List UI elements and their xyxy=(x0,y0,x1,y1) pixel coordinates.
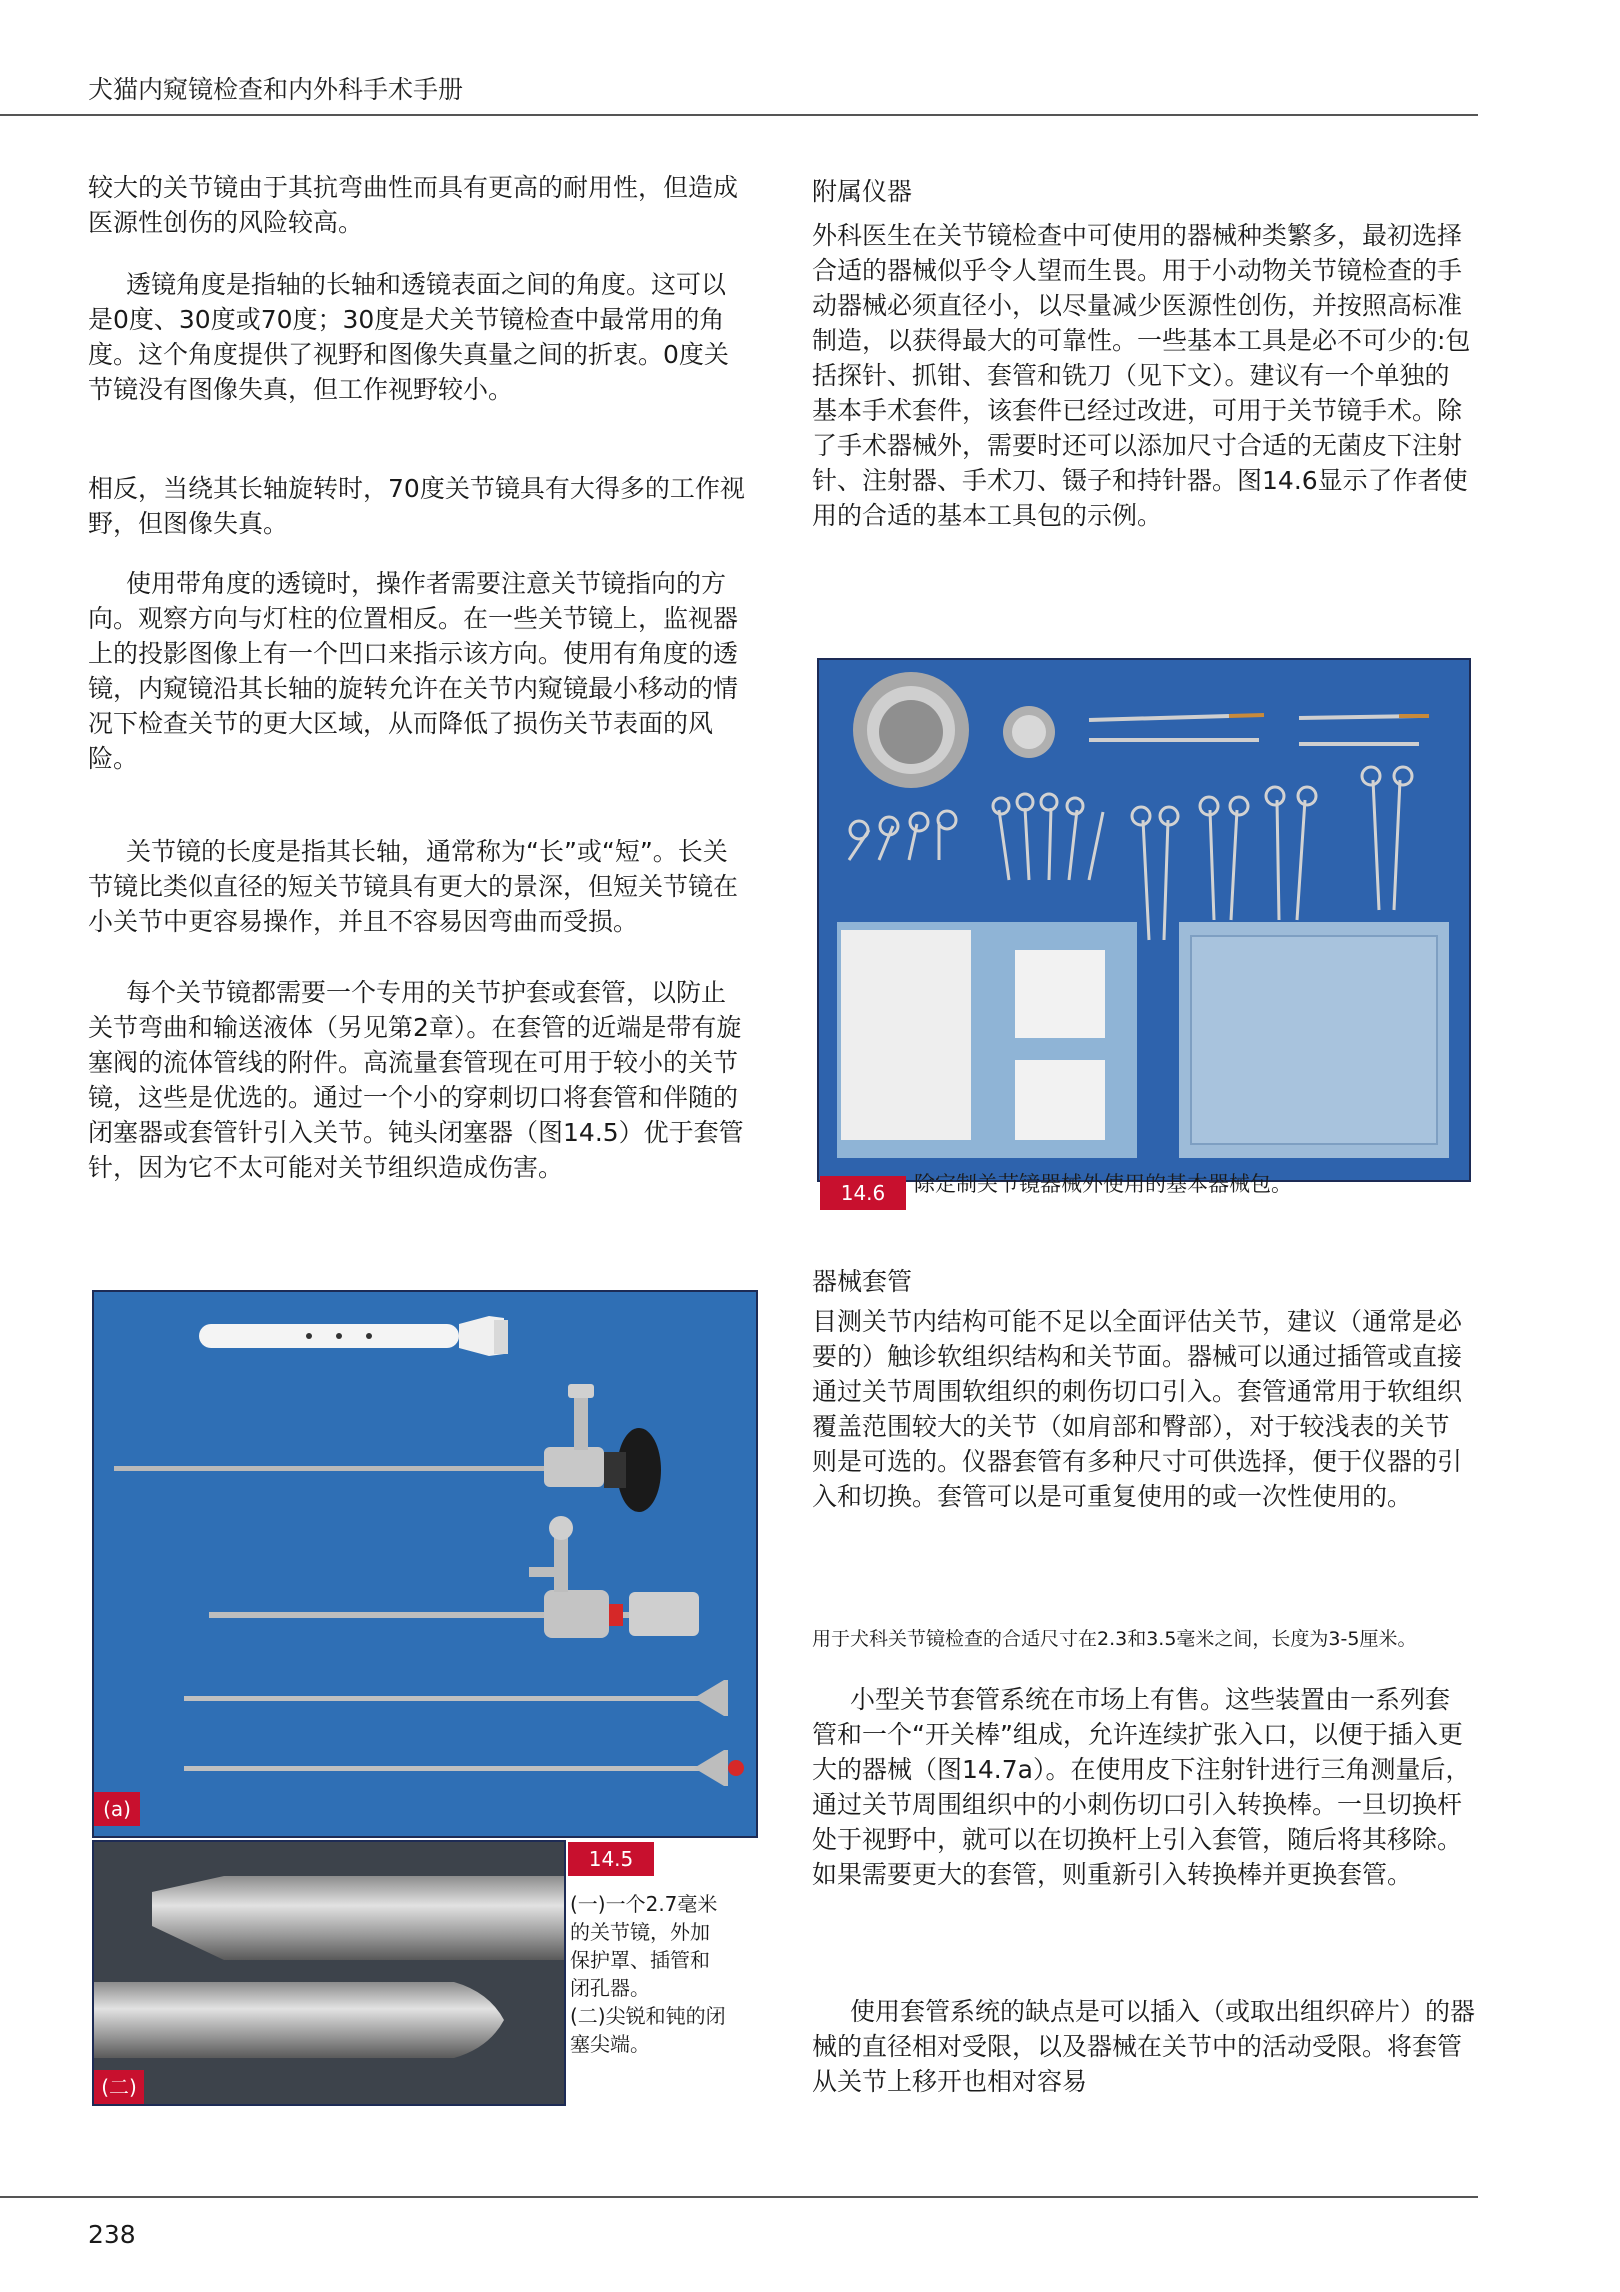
caption-line: 保护罩、插管和 xyxy=(570,1948,710,1972)
figure-14-6-caption: 除定制关节镜器械外使用的基本器械包。 xyxy=(914,1172,1292,1196)
size-note xyxy=(812,1626,1472,1653)
paragraph: 用于犬科关节镜检查的合适尺寸在2.3和3.5毫米之间，长度为3-5厘米。 xyxy=(812,1628,1417,1650)
drawback-paragraph xyxy=(812,1994,1478,2099)
figure-14-5-caption xyxy=(570,1890,760,2058)
caption-line: 的关节镜，外加 xyxy=(570,1920,710,1944)
paragraph: 小型关节套管系统在市场上有售。这些装置由一系列套管和一个“开关棒”组成，允许连续扩张入口，以便于插入更大的器械（图14.7a）。在使用皮下注射针进行三角测量后，通过关节周围组织中的小刺伤切口引入转换棒。一旦切换杆处于视野中，就可以在切换杆上引入套管，随后将其移除。如果需要更大的套管，则重新引入转换棒并更换套管。 xyxy=(812,1685,1471,1889)
paragraph: 透镜角度是指轴的长轴和透镜表面之间的角度。这可以是0度、30度或70度；30度是犬关节镜检查中最常用的角度。这个角度提供了视野和图像失真量之间的折衷。0度关节镜没有图像失真，但工作视野较小。 xyxy=(88,270,729,404)
paragraph: 外科医生在关节镜检查中可使用的器械种类繁多，最初选择合适的器械似乎令人望而生畏。用于小动物关节镜检查的手动器械必须直径小，以尽量减少医源性创伤，并按照高标准制造，以获得最大的可靠性。一些基本工具是必不可少的:包括探针、抓钳、套管和铣刀（见下文）。建议有一个单独的基本手术套件，该套件已经过改进，可用于关节镜手术。除了手术器械外，需要时还可以添加尺寸合适的无菌皮下注射针、注射器、手术刀、镊子和持针器。图14.6显示了作者使用的合适的基本工具包的示例。 xyxy=(812,221,1471,530)
figure-label-a: (a) xyxy=(94,1792,140,1826)
figure-14-6-photo xyxy=(817,658,1471,1182)
caption-line: 闭孔器。 xyxy=(570,1976,650,2000)
arthroscope-set-illustration xyxy=(94,1292,756,1836)
footer-rule xyxy=(0,2196,1478,2198)
switching-stick-paragraph xyxy=(812,1682,1472,1892)
figure-label-b: (二) xyxy=(94,2070,144,2104)
obturator-tips-illustration xyxy=(94,1842,564,2104)
paragraph: 目测关节内结构可能不足以全面评估关节，建议（通常是必要的）触诊软组织结构和关节面。器械可以通过插管或直接通过关节周围软组织的刺伤切口引入。套管通常用于软组织覆盖范围较大的关节（如肩部和臀部），对于较浅表的关节则是可选的。仪器套管有多种尺寸可供选择，便于仪器的引入和切换。套管可以是可重复使用的或一次性使用的。 xyxy=(812,1307,1463,1511)
basic-instrument-kit-illustration xyxy=(819,660,1469,1180)
figure-number-14-6: 14.6 xyxy=(820,1176,906,1210)
caption-line: 塞尖端。 xyxy=(570,2032,650,2056)
running-header: 犬猫内窥镜检查和内外科手术手册 xyxy=(88,75,464,104)
section-heading-accessory-instruments: 附属仪器 xyxy=(812,177,913,206)
page-number: 238 xyxy=(88,2220,136,2249)
left-column xyxy=(88,170,748,1185)
paragraph: 每个关节镜都需要一个专用的关节护套或套管，以防止关节弯曲和输送液体（另见第2章）。在套管的近端是带有旋塞阀的流体管线的附件。高流量套管现在可用于较小的关节镜，这些是优选的。通过一个小的穿刺切口将套管和伴随的闭塞器或套管针引入关节。钝头闭塞器（图14.5）优于套管针，因为它不太可能对关节组织造成伤害。 xyxy=(88,978,744,1182)
figure-14-5a-photo xyxy=(92,1290,758,1838)
header-rule xyxy=(0,114,1478,116)
paragraph: 使用带角度的透镜时，操作者需要注意关节镜指向的方向。观察方向与灯柱的位置相反。在一些关节镜上，监视器上的投影图像上有一个凹口来指示该方向。使用有角度的透镜，内窥镜沿其长轴的旋转允许在关节内窥镜最小移动的情况下检查关节的更大区域，从而降低了损伤关节表面的风险。 xyxy=(88,569,739,773)
paragraph: 关节镜的长度是指其长轴，通常称为“长”或“短”。长关节镜比类似直径的短关节镜具有更大的景深，但短关节镜在小关节中更容易操作，并且不容易因弯曲而受损。 xyxy=(88,837,739,936)
caption-line: (一)一个2.7毫米 xyxy=(570,1892,718,1916)
figure-14-5b-photo xyxy=(92,1840,566,2106)
section1-body xyxy=(812,218,1472,533)
section2-body xyxy=(812,1304,1472,1514)
paragraph: 较大的关节镜由于其抗弯曲性而具有更高的耐用性，但造成医源性创伤的风险较高。 xyxy=(88,173,739,237)
section-heading-instrument-cannula: 器械套管 xyxy=(812,1267,913,1296)
caption-line: (二)尖锐和钝的闭 xyxy=(570,2004,726,2028)
figure-number-14-5: 14.5 xyxy=(568,1842,654,1876)
paragraph: 相反，当绕其长轴旋转时，70度关节镜具有大得多的工作视野，但图像失真。 xyxy=(88,474,745,538)
paragraph: 使用套管系统的缺点是可以插入（或取出组织碎片）的器械的直径相对受限，以及器械在关节中的活动受限。将套管从关节上移开也相对容易 xyxy=(812,1997,1476,2096)
